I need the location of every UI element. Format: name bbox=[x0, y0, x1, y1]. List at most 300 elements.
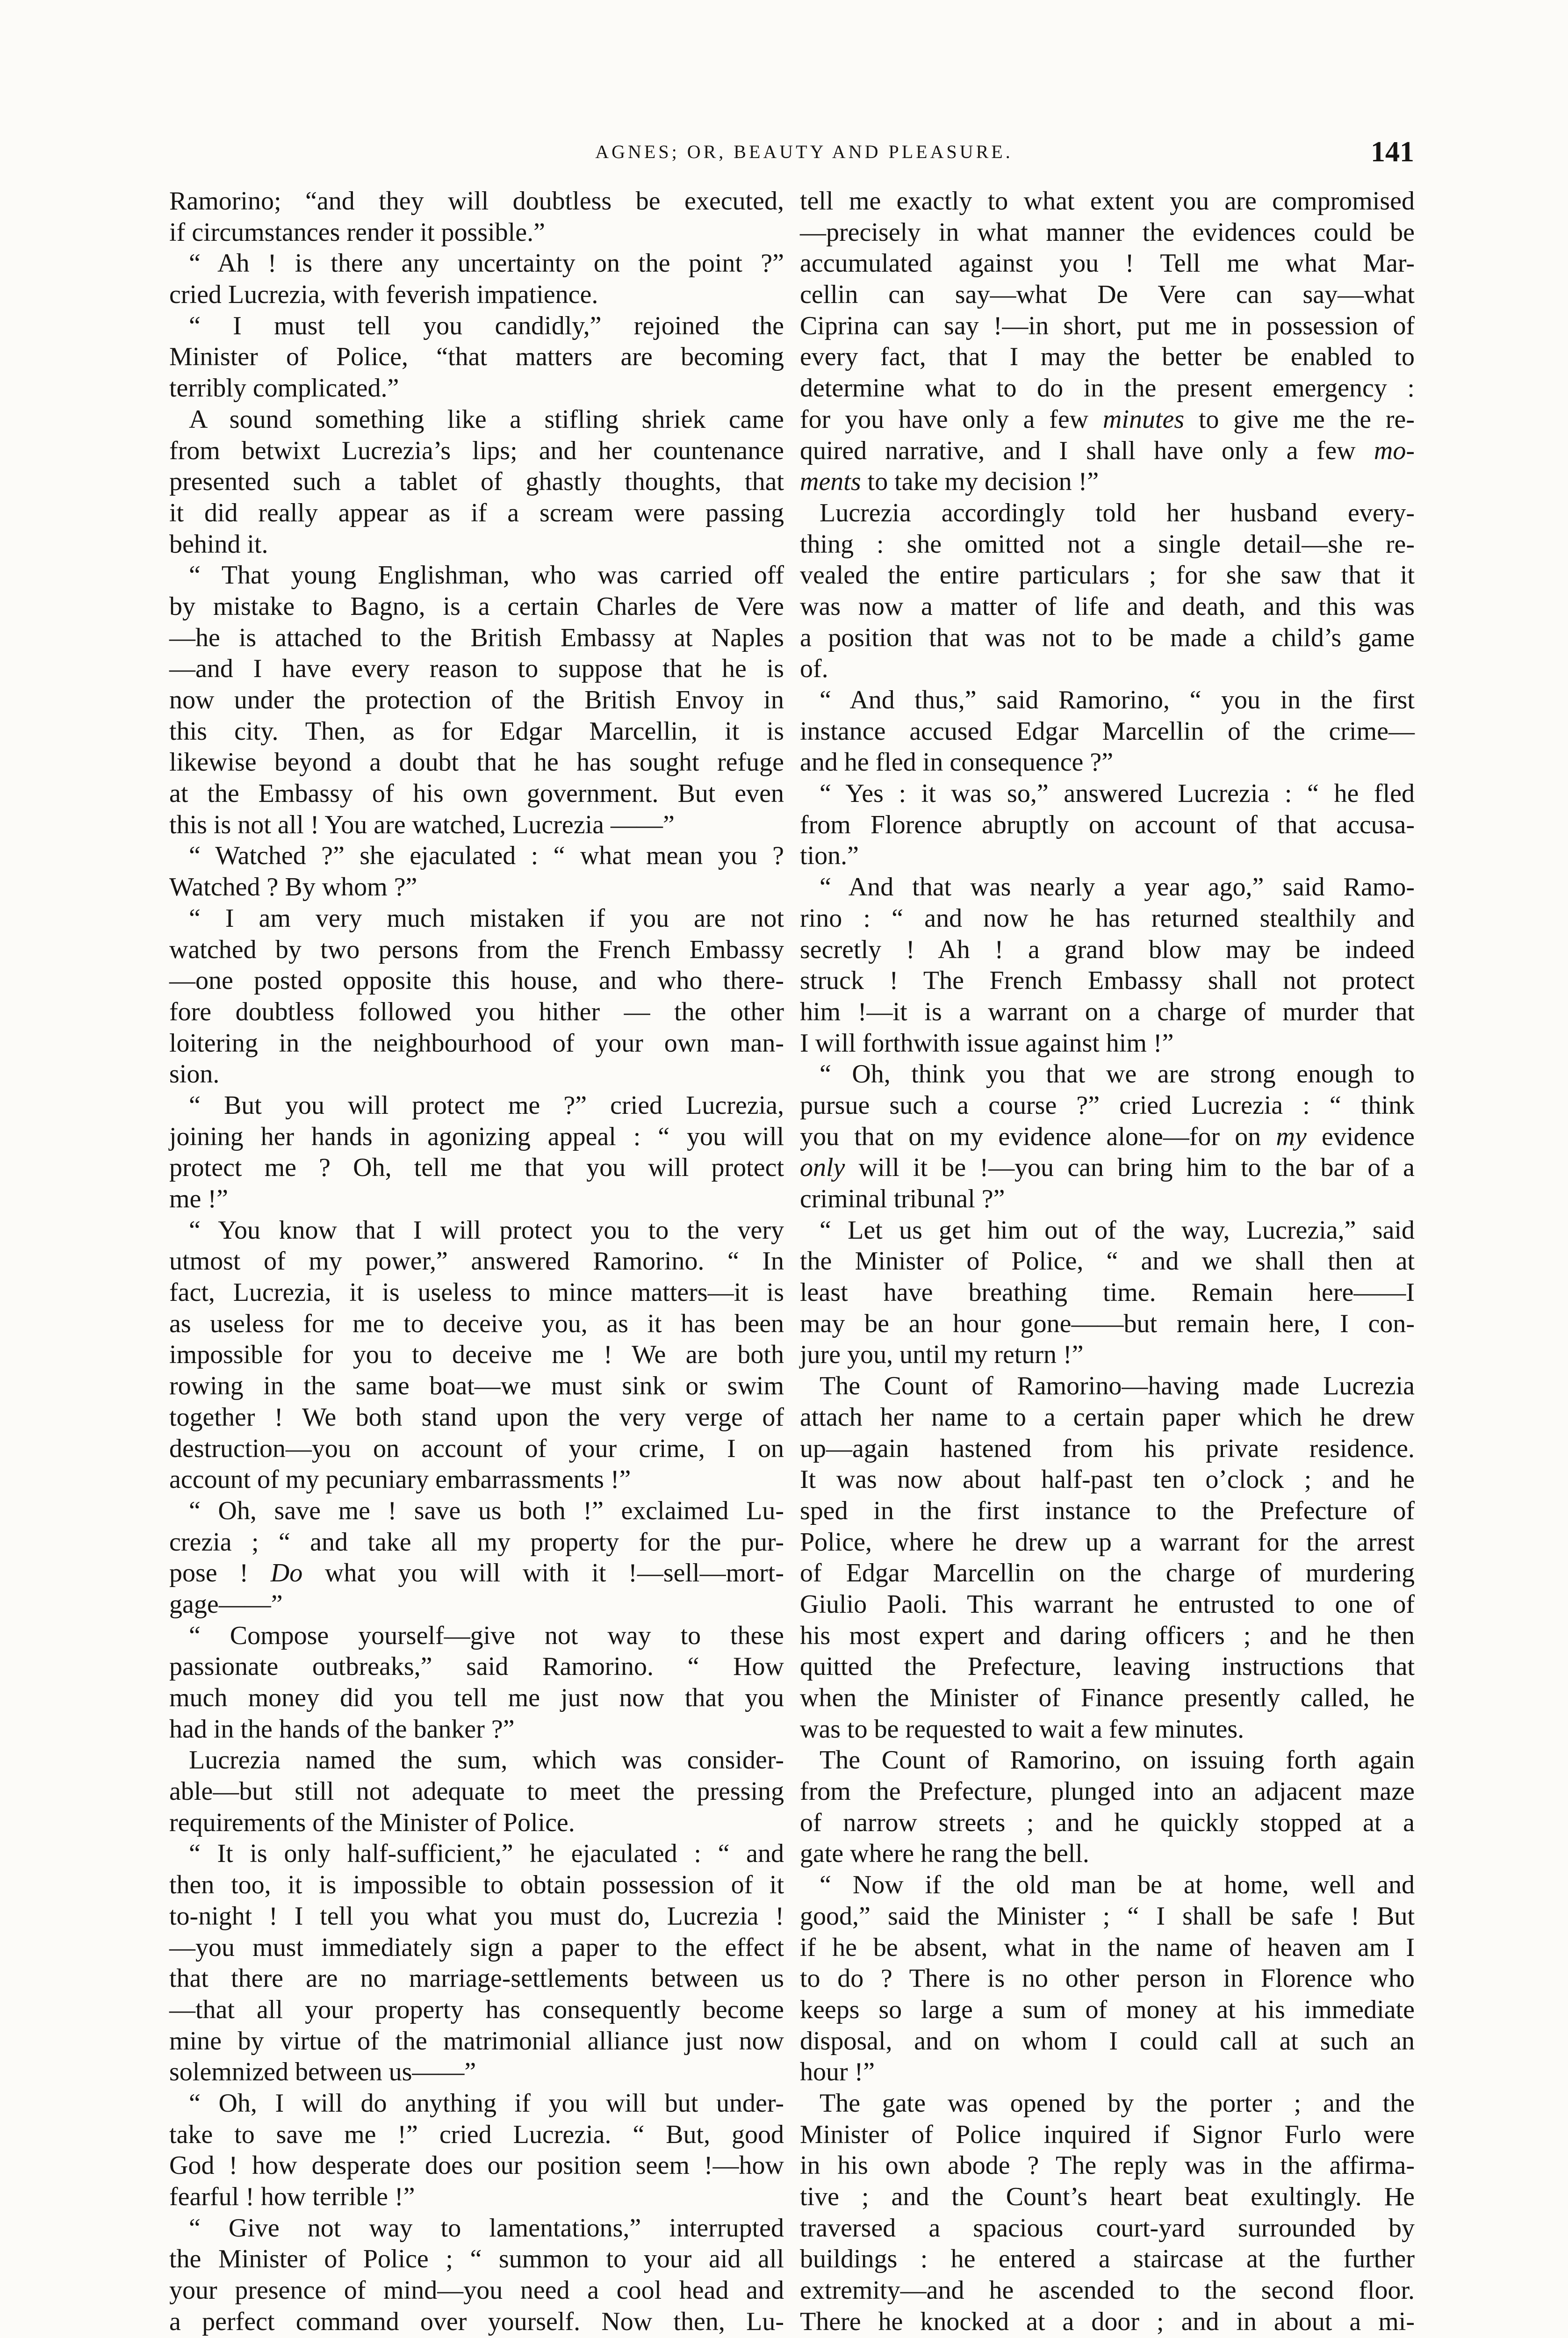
line-text: may be an hour gone——but remain here, I con- bbox=[800, 1309, 1415, 1338]
line-text bbox=[800, 467, 1099, 496]
text-line bbox=[169, 1901, 784, 1932]
text-line bbox=[169, 716, 784, 747]
text-line bbox=[169, 1308, 784, 1340]
paragraph bbox=[169, 1495, 784, 1620]
text-line bbox=[169, 1339, 784, 1371]
text-line bbox=[169, 747, 784, 778]
italic-text: my bbox=[1276, 1122, 1307, 1151]
line-text: a perfect command over yourself. Now then, Lu- bbox=[169, 2307, 784, 2336]
text-line bbox=[800, 747, 1415, 778]
text-line bbox=[169, 1589, 784, 1620]
line-text: joining her hands in agonizing appeal : “ you will bbox=[169, 1122, 784, 1151]
text-line bbox=[169, 529, 784, 560]
line-text: “ Yes : it was so,” answered Lucrezia : “ he fled bbox=[820, 779, 1415, 808]
line-text bbox=[800, 1153, 1415, 1182]
line-text: every fact, that I may the better be enabled to bbox=[800, 342, 1415, 372]
text-line bbox=[800, 1620, 1415, 1652]
line-text: instance accused Edgar Marcellin of the crime— bbox=[800, 716, 1415, 746]
line-text: Giulio Paoli. This warrant he entrusted to one of bbox=[800, 1589, 1415, 1619]
paragraph bbox=[169, 560, 784, 840]
line-text: The Count of Ramorino, on issuing forth again bbox=[820, 1746, 1415, 1775]
text-line bbox=[169, 217, 784, 248]
text-line bbox=[169, 560, 784, 591]
line-text: It was now about half-past ten o’clock ; and he bbox=[800, 1465, 1415, 1494]
text-line bbox=[169, 1495, 784, 1527]
line-text: loitering in the neighbourhood of your own man- bbox=[169, 1028, 784, 1058]
text-line bbox=[800, 1838, 1415, 1869]
text-line bbox=[169, 1682, 784, 1714]
line-text: from Florence abruptly on account of that accusa- bbox=[800, 810, 1415, 839]
line-text: “ It is only half-sufficient,” he ejaculated : “ and bbox=[189, 1839, 784, 1869]
line-text: criminal tribunal ?” bbox=[800, 1184, 1005, 1213]
paragraph bbox=[800, 872, 1415, 1059]
line-text: sion. bbox=[169, 1060, 220, 1089]
line-text: There he knocked at a door ; and in about a mi- bbox=[800, 2307, 1415, 2336]
text-line bbox=[800, 1745, 1415, 1776]
text-line bbox=[800, 1059, 1415, 1090]
italic-text: mo- bbox=[1374, 436, 1415, 465]
text-line bbox=[800, 2275, 1415, 2306]
text-line bbox=[169, 1558, 784, 1589]
line-text: —precisely in what manner the evidences could be bbox=[800, 217, 1415, 247]
paragraph bbox=[800, 1215, 1415, 1371]
text-line bbox=[169, 2181, 784, 2213]
text-line bbox=[169, 1464, 784, 1495]
line-text: from the Prefecture, plunged into an adjacent maze bbox=[800, 1777, 1415, 1806]
text-line bbox=[800, 2057, 1415, 2088]
text-line bbox=[169, 1932, 784, 1963]
text-line bbox=[800, 1994, 1415, 2026]
line-text: “ Compose yourself—give not way to these bbox=[189, 1621, 784, 1650]
text-line bbox=[169, 404, 784, 435]
text-line bbox=[169, 2306, 784, 2338]
text-line bbox=[800, 1246, 1415, 1277]
line-text: had in the hands of the banker ?” bbox=[169, 1714, 515, 1744]
line-text: fearful ! how terrible !” bbox=[169, 2182, 415, 2211]
line-text: least have breathing time. Remain here——I bbox=[800, 1278, 1415, 1307]
line-text: a position that was not to be made a child’s game bbox=[800, 623, 1415, 652]
line-text: take to save me !” cried Lucrezia. “ But, good bbox=[169, 2120, 784, 2149]
line-text: up—again hastened from his private residence. bbox=[800, 1434, 1415, 1463]
text-segment: quired narrative, and I shall have only a few bbox=[800, 436, 1374, 465]
line-text: Minister of Police inquired if Signor Furlo were bbox=[800, 2120, 1415, 2149]
text-line bbox=[169, 1277, 784, 1308]
text-line bbox=[169, 965, 784, 996]
line-text: sped in the first instance to the Prefecture of bbox=[800, 1496, 1415, 1525]
text-line bbox=[169, 1028, 784, 1059]
italic-text: only bbox=[800, 1153, 845, 1183]
text-line bbox=[169, 934, 784, 966]
line-text: “ I must tell you candidly,” rejoined the bbox=[189, 311, 784, 340]
text-line bbox=[800, 903, 1415, 934]
line-text: Minister of Police, “that matters are becoming bbox=[169, 342, 784, 372]
line-text: tell me exactly to what extent you are compromised bbox=[800, 187, 1415, 216]
text-line bbox=[169, 1402, 784, 1433]
text-line bbox=[169, 435, 784, 467]
text-line bbox=[800, 1090, 1415, 1121]
line-text: pursue such a course ?” cried Lucrezia : “ think bbox=[800, 1090, 1415, 1120]
text-line bbox=[800, 186, 1415, 217]
text-line bbox=[169, 2119, 784, 2150]
text-line bbox=[800, 1371, 1415, 1402]
text-line bbox=[169, 1651, 784, 1682]
line-text: Lucrezia named the sum, which was consider- bbox=[189, 1746, 784, 1775]
text-line bbox=[169, 653, 784, 685]
text-line bbox=[169, 373, 784, 404]
text-line bbox=[169, 1059, 784, 1090]
text-line bbox=[800, 2150, 1415, 2181]
line-text: —you must immediately sign a paper to the effect bbox=[169, 1933, 784, 1962]
text-segment: pose ! bbox=[169, 1559, 271, 1588]
line-text: utmost of my power,” answered Ramorino. “ In bbox=[169, 1247, 784, 1276]
text-line bbox=[800, 996, 1415, 1028]
line-text: “ Oh, I will do anything if you will but under- bbox=[189, 2088, 784, 2118]
line-text: mine by virtue of the matrimonial alliance just now bbox=[169, 2026, 784, 2056]
line-text: tive ; and the Count’s heart beat exultingly. He bbox=[800, 2182, 1415, 2211]
line-text: passionate outbreaks,” said Ramorino. “ How bbox=[169, 1652, 784, 1681]
line-text: was to be requested to wait a few minutes. bbox=[800, 1714, 1244, 1744]
text-line bbox=[800, 2306, 1415, 2338]
text-line bbox=[169, 466, 784, 498]
line-text: the Minister of Police, “ and we shall then at bbox=[800, 1247, 1415, 1276]
text-line bbox=[800, 685, 1415, 716]
page-header bbox=[0, 136, 1568, 168]
text-line bbox=[169, 1838, 784, 1869]
paragraph bbox=[169, 903, 784, 1090]
text-line bbox=[800, 2213, 1415, 2244]
line-text: his most expert and daring officers ; and he then bbox=[800, 1621, 1415, 1650]
line-text: “ That young Englishman, who was carried off bbox=[189, 561, 784, 590]
text-line bbox=[169, 2057, 784, 2088]
italic-text: minutes bbox=[1102, 404, 1185, 434]
text-line bbox=[800, 1028, 1415, 1059]
text-line bbox=[169, 1371, 784, 1402]
line-text: account of my pecuniary embarrassments !” bbox=[169, 1465, 631, 1494]
text-line bbox=[800, 1121, 1415, 1153]
line-text bbox=[800, 1122, 1415, 1151]
line-text: the Minister of Police ; “ summon to your aid all bbox=[169, 2244, 784, 2274]
text-line bbox=[800, 653, 1415, 685]
line-text: impossible for you to deceive me ! We are both bbox=[169, 1340, 784, 1370]
text-line bbox=[800, 1183, 1415, 1215]
text-segment: what you will with it !—sell—mort- bbox=[302, 1559, 784, 1588]
line-text: “ Watched ?” she ejaculated : “ what mean you ? bbox=[189, 841, 784, 871]
paragraph bbox=[800, 186, 1415, 498]
line-text: jure you, until my return !” bbox=[800, 1340, 1084, 1370]
line-text: determine what to do in the present emergency : bbox=[800, 374, 1415, 403]
line-text: vealed the entire particulars ; for she saw that it bbox=[800, 561, 1415, 590]
text-line bbox=[800, 809, 1415, 841]
text-line bbox=[800, 2088, 1415, 2119]
line-text: behind it. bbox=[169, 529, 268, 559]
line-text: fore doubtless followed you hither — the other bbox=[169, 997, 784, 1026]
paragraph bbox=[169, 1215, 784, 1495]
running-title: AGNES; OR, BEAUTY AND PLEASURE. bbox=[595, 141, 1013, 162]
line-text: if he be absent, what in the name of heaven am I bbox=[800, 1933, 1415, 1962]
line-text: extremity—and he ascended to the second floor. bbox=[800, 2276, 1415, 2305]
text-line bbox=[169, 840, 784, 872]
text-line bbox=[169, 685, 784, 716]
text-line bbox=[800, 872, 1415, 903]
text-segment: to take my decision !” bbox=[861, 467, 1099, 497]
text-line bbox=[800, 248, 1415, 279]
text-line bbox=[169, 2088, 784, 2119]
paragraph bbox=[800, 1371, 1415, 1745]
text-line bbox=[169, 591, 784, 622]
line-text: “ But you will protect me ?” cried Lucrezia, bbox=[189, 1090, 784, 1120]
line-text: I will forthwith issue against him !” bbox=[800, 1028, 1174, 1058]
line-text: together ! We both stand upon the very verge of bbox=[169, 1402, 784, 1432]
text-line bbox=[800, 1527, 1415, 1558]
text-line bbox=[169, 498, 784, 529]
line-text: fact, Lucrezia, it is useless to mince matters—it is bbox=[169, 1278, 784, 1307]
line-text: of. bbox=[800, 654, 828, 684]
text-line bbox=[800, 591, 1415, 622]
text-line bbox=[169, 1776, 784, 1807]
text-line bbox=[169, 186, 784, 217]
line-text: attach her name to a certain paper which he drew bbox=[800, 1402, 1415, 1432]
line-text: secretly ! Ah ! a grand blow may be indeed bbox=[800, 935, 1415, 964]
line-text: accumulated against you ! Tell me what Mar- bbox=[800, 249, 1415, 278]
line-text: now under the protection of the British Envoy in bbox=[169, 686, 784, 714]
text-line bbox=[800, 622, 1415, 654]
line-text: as useless for me to deceive you, as it has been bbox=[169, 1309, 784, 1338]
line-text: quitted the Prefecture, leaving instructions that bbox=[800, 1652, 1415, 1681]
paragraph bbox=[169, 1620, 784, 1745]
line-text: me !” bbox=[169, 1184, 228, 1213]
line-text: —one posted opposite this house, and who there- bbox=[169, 966, 784, 996]
line-text: if circumstances render it possible.” bbox=[169, 217, 545, 247]
paragraph bbox=[800, 1745, 1415, 1869]
line-text: Police, where he drew up a warrant for the arrest bbox=[800, 1527, 1415, 1557]
text-line bbox=[169, 1994, 784, 2026]
text-segment: for you have only a few bbox=[800, 404, 1103, 434]
text-line bbox=[800, 1651, 1415, 1682]
paragraph bbox=[169, 248, 784, 310]
line-text bbox=[800, 436, 1415, 465]
text-line bbox=[800, 498, 1415, 529]
line-text: good,” said the Minister ; “ I shall be safe ! But bbox=[800, 1901, 1415, 1931]
text-line bbox=[169, 1183, 784, 1215]
text-line bbox=[169, 1527, 784, 1558]
paragraph bbox=[800, 685, 1415, 778]
text-line bbox=[800, 1869, 1415, 1901]
text-segment: to give me the re- bbox=[1184, 404, 1415, 434]
line-text: struck ! The French Embassy shall not protect bbox=[800, 966, 1415, 996]
text-line bbox=[800, 965, 1415, 996]
text-line bbox=[800, 341, 1415, 373]
paragraph bbox=[800, 498, 1415, 685]
line-text: at the Embassy of his own government. But even bbox=[169, 779, 784, 808]
text-line bbox=[169, 1433, 784, 1465]
paragraph bbox=[169, 2213, 784, 2338]
text-line bbox=[169, 996, 784, 1028]
line-text: “ And that was nearly a year ago,” said Ramo- bbox=[820, 873, 1415, 902]
text-line bbox=[800, 2244, 1415, 2275]
text-line bbox=[169, 341, 784, 373]
line-text: able—but still not adequate to meet the pressing bbox=[169, 1777, 784, 1806]
text-line bbox=[800, 217, 1415, 248]
line-text: of narrow streets ; and he quickly stopped at a bbox=[800, 1808, 1415, 1837]
line-text: —that all your property has consequently become bbox=[169, 1995, 784, 2024]
paragraph bbox=[169, 2088, 784, 2213]
paragraph bbox=[169, 840, 784, 902]
line-text: was now a matter of life and death, and this was bbox=[800, 592, 1415, 621]
text-line bbox=[169, 1745, 784, 1776]
line-text: Lucrezia accordingly told her husband every- bbox=[820, 498, 1415, 527]
line-text: him !—it is a warrant on a charge of murder that bbox=[800, 997, 1415, 1026]
line-text: “ I am very much mistaken if you are not bbox=[189, 903, 784, 933]
text-line bbox=[800, 1464, 1415, 1495]
line-text: A sound something like a stifling shriek came bbox=[189, 404, 784, 434]
line-text: cried Lucrezia, with feverish impatience. bbox=[169, 280, 598, 310]
line-text: that there are no marriage-settlements between us bbox=[169, 1964, 784, 1993]
line-text: Ciprina can say !—in short, put me in possession of bbox=[800, 311, 1415, 340]
text-line bbox=[800, 2119, 1415, 2150]
text-line bbox=[800, 2181, 1415, 2213]
line-text: likewise beyond a doubt that he has sought refuge bbox=[169, 748, 784, 777]
paragraph bbox=[169, 310, 784, 404]
line-text: “ Give not way to lamentations,” interrupted bbox=[189, 2213, 784, 2243]
line-text: keeps so large a sum of money at his immediate bbox=[800, 1995, 1415, 2024]
text-line bbox=[169, 279, 784, 310]
line-text: buildings : he entered a staircase at the further bbox=[800, 2244, 1415, 2274]
line-text: disposal, and on whom I could call at such an bbox=[800, 2026, 1415, 2056]
italic-text: ments bbox=[800, 467, 861, 497]
line-text: “ Ah ! is there any uncertainty on the point ?” bbox=[189, 249, 784, 278]
text-line bbox=[169, 2026, 784, 2057]
line-text: of Edgar Marcellin on the charge of murdering bbox=[800, 1559, 1415, 1588]
text-line bbox=[169, 1714, 784, 1745]
line-text: “ Let us get him out of the way, Lucrezia,” said bbox=[820, 1215, 1415, 1245]
line-text: presented such a tablet of ghastly thoughts, that bbox=[169, 467, 784, 497]
line-text: —and I have every reason to suppose that he is bbox=[169, 654, 784, 684]
paragraph bbox=[169, 1090, 784, 1215]
text-segment: evidence bbox=[1306, 1122, 1415, 1151]
line-text: The Count of Ramorino—having made Lucrezia bbox=[820, 1371, 1415, 1401]
line-text: Watched ? By whom ?” bbox=[169, 873, 417, 902]
line-text: protect me ? Oh, tell me that you will protect bbox=[169, 1153, 784, 1183]
line-text: then too, it is impossible to obtain possession of it bbox=[169, 1870, 784, 1900]
text-line bbox=[169, 2275, 784, 2306]
text-line bbox=[169, 903, 784, 934]
text-column-right bbox=[800, 186, 1415, 2338]
text-line bbox=[169, 809, 784, 841]
line-text: destruction—you on account of your crime, I on bbox=[169, 1434, 784, 1463]
paragraph bbox=[169, 404, 784, 560]
text-line bbox=[169, 2150, 784, 2181]
text-line bbox=[800, 2026, 1415, 2057]
text-line bbox=[169, 778, 784, 809]
text-line bbox=[800, 373, 1415, 404]
line-text: requirements of the Minister of Police. bbox=[169, 1808, 575, 1837]
line-text: this city. Then, as for Edgar Marcellin, it is bbox=[169, 716, 784, 746]
paragraph bbox=[800, 1869, 1415, 2088]
page-number: 141 bbox=[1371, 136, 1414, 168]
text-line bbox=[169, 1215, 784, 1246]
paragraph bbox=[800, 778, 1415, 872]
line-text: when the Minister of Finance presently called, he bbox=[800, 1683, 1415, 1712]
line-text: gate where he rang the bell. bbox=[800, 1839, 1089, 1869]
line-text: by mistake to Bagno, is a certain Charles de Vere bbox=[169, 592, 784, 621]
text-segment: will it be !—you can bring him to the bar of a bbox=[845, 1153, 1415, 1183]
text-line bbox=[800, 1589, 1415, 1620]
text-line bbox=[800, 1215, 1415, 1246]
text-line bbox=[800, 840, 1415, 872]
line-text: Ramorino; “and they will doubtless be executed, bbox=[169, 187, 784, 216]
text-line bbox=[800, 466, 1415, 498]
line-text: gage——” bbox=[169, 1589, 283, 1619]
text-line bbox=[800, 529, 1415, 560]
text-line bbox=[800, 1277, 1415, 1308]
text-line bbox=[800, 1932, 1415, 1963]
text-line bbox=[169, 310, 784, 342]
text-line bbox=[800, 560, 1415, 591]
text-line bbox=[800, 1152, 1415, 1183]
line-text: to-night ! I tell you what you must do, Lucrezia ! bbox=[169, 1901, 784, 1931]
line-text: cellin can say—what De Vere can say—what bbox=[800, 280, 1415, 310]
paragraph bbox=[169, 186, 784, 248]
text-line bbox=[169, 1869, 784, 1901]
text-line bbox=[800, 435, 1415, 467]
line-text: “ Now if the old man be at home, well and bbox=[820, 1870, 1415, 1900]
text-line bbox=[169, 1963, 784, 1994]
text-line bbox=[169, 1807, 784, 1839]
text-line bbox=[800, 1495, 1415, 1527]
line-text: rino : “ and now he has returned stealthily and bbox=[800, 903, 1415, 933]
line-text bbox=[800, 405, 1415, 434]
line-text: in his own abode ? The reply was in the affirma- bbox=[800, 2151, 1415, 2180]
text-line bbox=[169, 1246, 784, 1277]
text-line bbox=[800, 1807, 1415, 1839]
line-text: tion.” bbox=[800, 841, 859, 871]
paragraph bbox=[800, 2088, 1415, 2338]
text-line bbox=[169, 248, 784, 279]
line-text: The gate was opened by the porter ; and the bbox=[820, 2088, 1415, 2118]
text-line bbox=[800, 1682, 1415, 1714]
line-text: traversed a spacious court-yard surrounded by bbox=[800, 2213, 1415, 2243]
line-text: from betwixt Lucrezia’s lips; and her countenance bbox=[169, 436, 784, 465]
text-line bbox=[800, 1433, 1415, 1465]
paragraph bbox=[169, 1838, 784, 2088]
text-line bbox=[800, 404, 1415, 435]
text-line bbox=[800, 1901, 1415, 1932]
text-line bbox=[169, 2213, 784, 2244]
line-text: —he is attached to the British Embassy at Naples bbox=[169, 623, 784, 652]
line-text: hour !” bbox=[800, 2057, 875, 2087]
line-text: much money did you tell me just now that you bbox=[169, 1683, 784, 1712]
text-line bbox=[169, 1121, 784, 1153]
line-text: “ Oh, save me ! save us both !” exclaimed Lu- bbox=[189, 1496, 784, 1525]
line-text: thing : she omitted not a single detail—she re- bbox=[800, 529, 1415, 559]
text-line bbox=[800, 1402, 1415, 1433]
text-column-left bbox=[169, 186, 784, 2338]
text-line bbox=[800, 778, 1415, 809]
line-text: “ Oh, think you that we are strong enough to bbox=[820, 1060, 1415, 1089]
line-text: this is not all ! You are watched, Lucrezia ——” bbox=[169, 810, 675, 839]
text-segment: you that on my evidence alone—for on bbox=[800, 1122, 1276, 1151]
text-line bbox=[169, 1152, 784, 1183]
line-text: it did really appear as if a scream were passing bbox=[169, 498, 784, 527]
line-text: terribly complicated.” bbox=[169, 374, 399, 403]
text-line bbox=[800, 1558, 1415, 1589]
line-text: to do ? There is no other person in Florence who bbox=[800, 1964, 1415, 1993]
text-line bbox=[800, 934, 1415, 966]
line-text: solemnized between us——” bbox=[169, 2057, 476, 2087]
paragraph bbox=[169, 1745, 784, 1838]
line-text: “ And thus,” said Ramorino, “ you in the first bbox=[820, 686, 1415, 714]
line-text: rowing in the same boat—we must sink or swim bbox=[169, 1371, 784, 1401]
